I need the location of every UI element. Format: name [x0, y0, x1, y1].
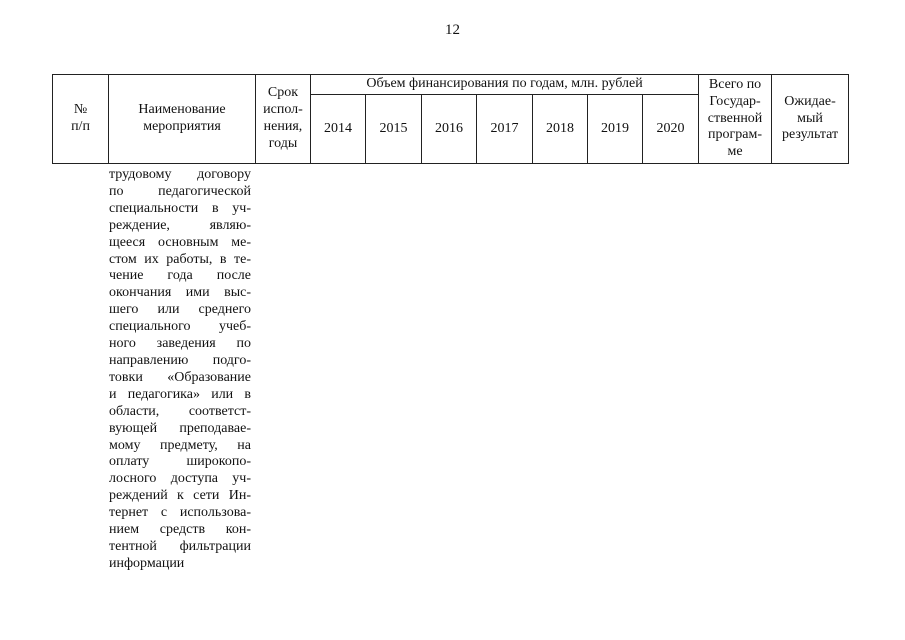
text-line: тернет с использова-	[109, 505, 251, 521]
text-line: шего или среднего	[109, 302, 251, 318]
text-line: лосного доступа уч-	[109, 471, 251, 487]
text-line: направлению подго-	[109, 352, 251, 368]
header-year: 2014	[311, 95, 366, 164]
text-line: тентной фильтрации	[109, 538, 251, 554]
text-line: реждение, являю-	[109, 217, 251, 233]
header-year: 2017	[477, 95, 533, 164]
header-number-text: № п/п	[71, 102, 90, 134]
text-line: стом их работы, в те-	[109, 251, 251, 267]
text-line: области, соответст-	[109, 403, 251, 419]
text-line: специального учеб-	[109, 319, 251, 335]
header-name-text: Наименование мероприятия	[138, 102, 226, 134]
header-result-text: Ожидае- мый результат	[781, 93, 839, 143]
text-line: вующей преподавае-	[109, 420, 251, 436]
header-total	[699, 75, 772, 164]
text-line: и педагогика» или в	[109, 386, 251, 402]
header-year: 2015	[366, 95, 422, 164]
text-line: информации	[109, 555, 185, 571]
text-line: ного заведения по	[109, 336, 251, 352]
header-total-text: Всего по Государ- ственной програм- ме	[707, 77, 763, 160]
text-line: нием средств кон-	[109, 522, 251, 538]
text-line: товки «Образование	[109, 369, 251, 385]
header-year: 2019	[588, 95, 643, 164]
text-line: по педагогической	[109, 183, 251, 199]
header-result	[772, 75, 849, 164]
header-funding-text: Объем финансирования по годам, млн. рублей	[366, 76, 643, 92]
text-line: мому предмету, на	[109, 437, 251, 453]
text-line: трудовому договору	[109, 167, 251, 182]
text-line: оплату широкопо-	[109, 454, 251, 470]
page-number: 12	[445, 22, 460, 38]
financing-table	[52, 74, 849, 164]
header-funding	[311, 75, 699, 95]
header-term-text: Срок испол- нения, годы	[263, 85, 303, 151]
header-year: 2016	[422, 95, 477, 164]
measure-description	[109, 167, 251, 573]
text-line: реждений к сети Ин-	[109, 488, 251, 504]
header-term	[256, 75, 311, 164]
header-name	[109, 75, 256, 164]
text-line: специальности в уч-	[109, 200, 251, 216]
text-line: окончания ими выс-	[109, 285, 251, 301]
text-line: чение года после	[109, 268, 251, 284]
header-year: 2020	[643, 95, 699, 164]
text-line: щееся основным ме-	[109, 234, 251, 250]
header-number	[53, 75, 109, 164]
header-year: 2018	[533, 95, 588, 164]
